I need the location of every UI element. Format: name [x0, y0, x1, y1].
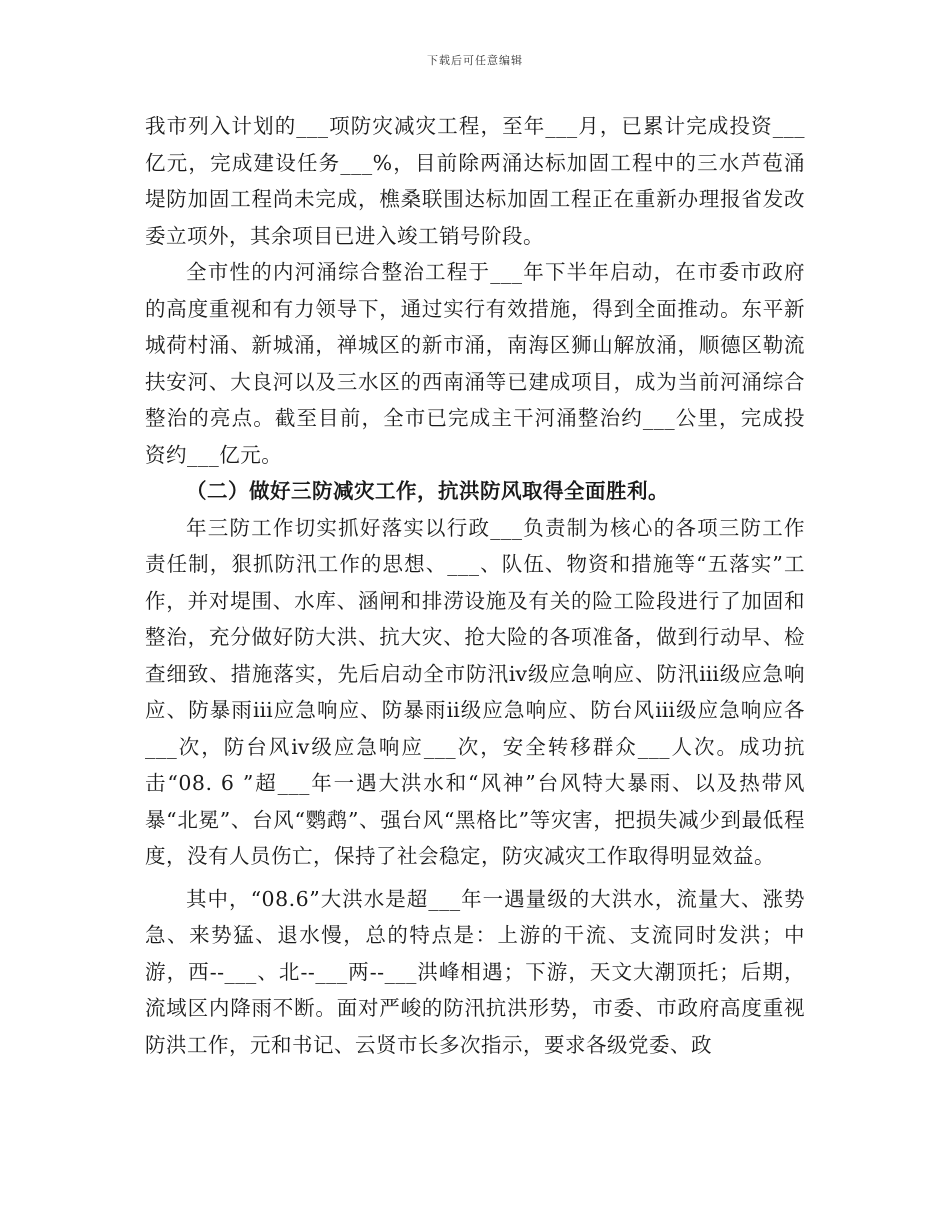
section-heading: （二）做好三防减灾工作，抗洪防风取得全面胜利。 — [186, 479, 669, 503]
paragraph-flood-details: 其中，“08.6”大洪水是超___年一遇量级的大洪水，流量大、涨势急、来势猛、退水慢，总的特点是：上游的干流、支流同时发洪；中游，西--___、北--___两--___洪峰相遇；下游，天文大潮顶托；后期，流域区内降雨不断。面对严峻的防汛抗洪形势，市委、市政府高度重视防洪工作，元和书记、云贤市长多次指示，要求各级党委、政 — [145, 886, 805, 1057]
paragraph-flood-prevention: 年三防工作切实抓好落实以行政___负责制为核心的各项三防工作责任制，狠抓防汛工作的思想、___、队伍、物资和措施等“五落实”工作，并对堤围、水库、涵闸和排涝设施及有关的险工险段进行了加固和整治，充分做好防大洪、抗大灾、抢大险的各项准备，做到行动早、检查细致、措施落实，先后启动全市防汛ⅳ级应急响应、防汛ⅲ级应急响应、防暴雨ⅲ应急响应、防暴雨ⅱ级应急响应、防台风ⅲ级应急响应各___次，防台风ⅳ级应急响应___次，安全转移群众___人次。成功抗击“08. 6 ”超___年一遇大洪水和“风神”台风特大暴雨、以及热带风暴“北冕”、台风“鹦鹉”、强台风“黑格比”等灾害，把损失减少到最低程度，没有人员伤亡，保持了社会稳定，防灾减灾工作取得明显效益。 — [145, 515, 805, 868]
paragraph-river-rectification: 全市性的内河涌综合整治工程于___年下半年启动，在市委市政府的高度重视和有力领导下，通过实行有效措施，得到全面推动。东平新城荷村涌、新城涌，禅城区的新市涌，南海区狮山解放涌，顺德区勒流扶安河、大良河以及三水区的西南涌等已建成项目，成为当前河涌综合整治的亮点。截至目前，全市已完成主干河涌整治约___公里，完成投资约___亿元。 — [145, 260, 805, 467]
page-header: 下载后可任意编辑 — [427, 54, 523, 67]
paragraph-project-investment: 我市列入计划的___项防灾减灾工程，至年___月，已累计完成投资___亿元，完成建设任务___%，目前除两涌达标加固工程中的三水芦苞涌堤防加固工程尚未完成，樵桑联围达标加固工程正在重新办理报省发改委立项外，其余项目已进入竣工销号阶段。 — [145, 114, 805, 248]
document-body — [145, 108, 805, 1063]
